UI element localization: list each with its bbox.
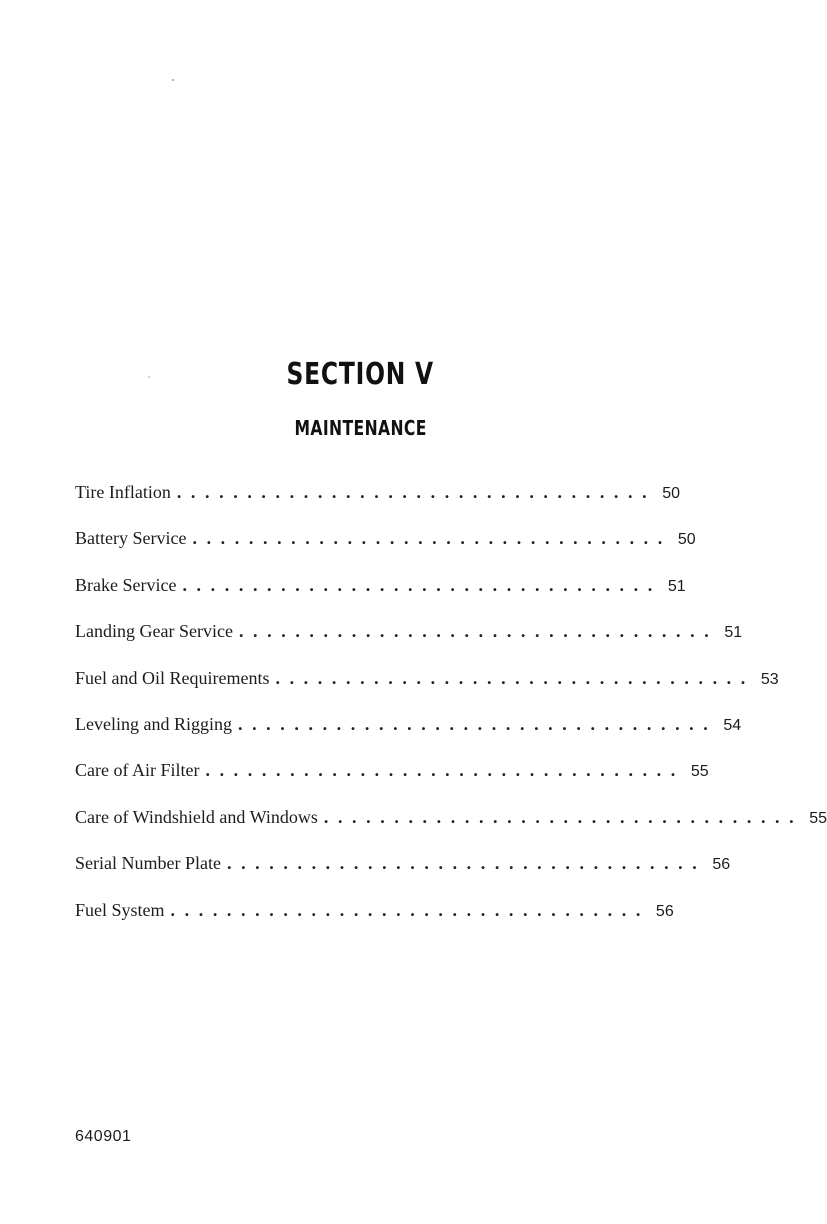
toc-entry-page: 50 xyxy=(662,485,681,502)
toc-entry-label: Fuel and Oil Requirements xyxy=(75,667,270,688)
toc-entry-label: Care of Air Filter xyxy=(75,760,200,781)
dot-leader: .................................. xyxy=(226,853,707,874)
dot-leader: .................................. xyxy=(237,713,718,734)
toc-entry-page: 56 xyxy=(655,902,674,920)
toc-entry-page: 54 xyxy=(723,716,742,734)
toc-entry-label: Brake Service xyxy=(75,574,177,595)
toc-entry-page: 50 xyxy=(677,531,696,549)
toc-entry xyxy=(75,528,696,574)
toc-entry-label: Leveling and Rigging xyxy=(75,713,232,734)
toc-entry-label: Care of Windshield and Windows xyxy=(75,806,318,827)
toc-entry xyxy=(75,621,743,667)
toc-entry xyxy=(75,482,681,528)
dot-leader: .................................. xyxy=(182,574,662,595)
toc-entry xyxy=(75,574,686,621)
toc-entry-label: Battery Service xyxy=(75,528,187,549)
toc-entry-page: 53 xyxy=(760,670,779,688)
toc-entry-page: 56 xyxy=(712,856,731,874)
toc-entry-page: 51 xyxy=(724,624,743,642)
dot-leader: .................................. xyxy=(238,621,719,642)
toc-entry-page: 55 xyxy=(690,763,709,781)
dot-leader: .................................. xyxy=(192,528,672,549)
toc-entry xyxy=(75,853,731,899)
toc-entry-label: Fuel System xyxy=(75,899,165,920)
dot-leader: .................................. xyxy=(170,899,650,920)
toc-entry-label: Serial Number Plate xyxy=(75,853,221,874)
toc-entry xyxy=(75,667,779,714)
dot-leader: .................................. xyxy=(205,760,685,781)
dot-leader: .................................. xyxy=(275,667,755,688)
toc-entry xyxy=(75,806,827,853)
toc-entry-label: Landing Gear Service xyxy=(75,621,233,642)
document-number: 640901 xyxy=(75,1128,132,1145)
scan-speck xyxy=(172,79,174,81)
dot-leader: .................................. xyxy=(323,806,804,827)
toc-entry xyxy=(75,760,709,806)
toc-entry xyxy=(75,713,742,760)
table-of-contents xyxy=(75,482,827,946)
section-subtitle: MAINTENANCE xyxy=(294,416,427,440)
dot-leader: .................................. xyxy=(176,482,657,502)
toc-entry-page: 55 xyxy=(809,809,827,827)
toc-entry-page: 51 xyxy=(667,577,686,595)
toc-entry xyxy=(75,899,674,946)
section-title: SECTION V xyxy=(286,357,434,392)
toc-entry-label: Tire Inflation xyxy=(75,482,171,502)
